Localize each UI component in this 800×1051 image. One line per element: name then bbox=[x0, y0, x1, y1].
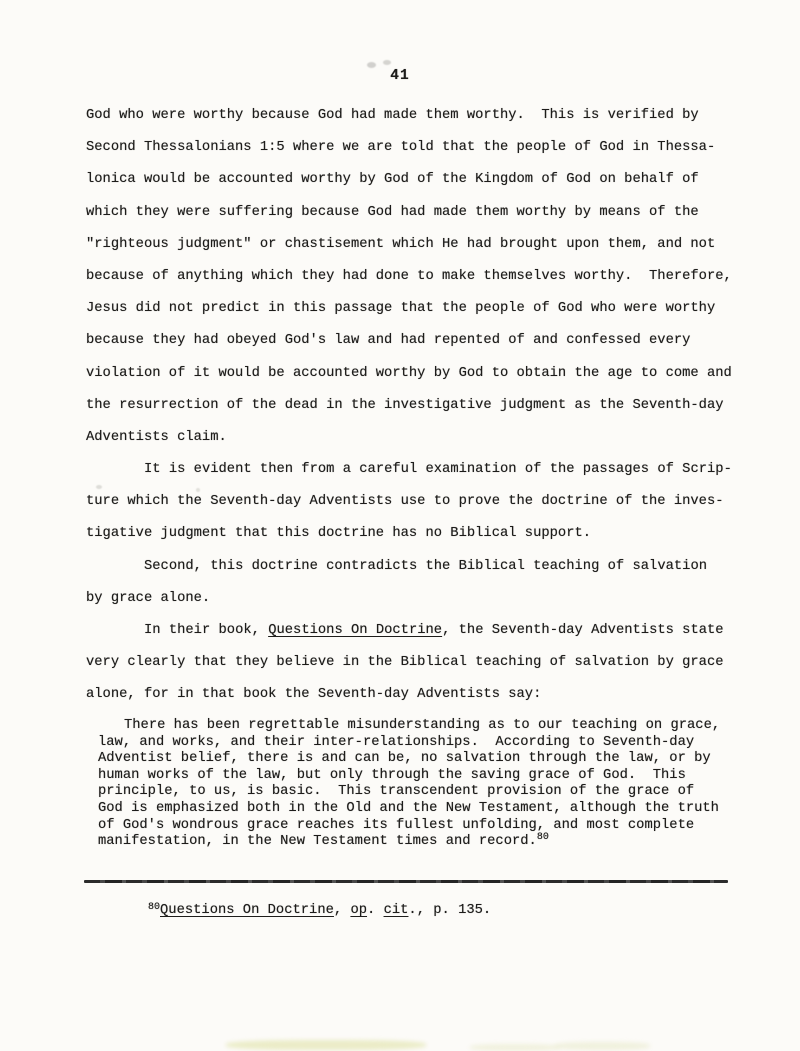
text-segment: Second, this doctrine contradicts the Biblical teaching of salvation bbox=[144, 558, 708, 574]
text-segment: In their book, bbox=[144, 623, 269, 638]
text-line bbox=[86, 583, 746, 615]
text-line bbox=[86, 325, 746, 357]
text-line bbox=[86, 390, 746, 422]
text-line bbox=[98, 784, 748, 801]
underlined-text: cit bbox=[383, 903, 409, 918]
underlined-text: Questions On Doctrine bbox=[160, 903, 334, 918]
text-segment: "righteous judgment" or chastisement which He had brought upon them, and not bbox=[86, 236, 716, 252]
text-line bbox=[86, 454, 746, 486]
text-segment: law, and works, and their inter-relationships. According to Seventh-day bbox=[98, 734, 695, 750]
text-line bbox=[86, 647, 746, 679]
text-segment: Jesus did not predict in this passage that the people of God who were worthy bbox=[86, 301, 716, 317]
superscript-ref: 80 bbox=[536, 832, 549, 844]
text-segment: lonica would be accounted worthy by God of the Kingdom of God on behalf of bbox=[86, 172, 699, 188]
text-segment: ture which the Seventh-day Adventists use to prove the doctrine of the inves- bbox=[86, 494, 724, 510]
text-segment: the resurrection of the dead in the investigative judgment as the Seventh-day bbox=[86, 397, 724, 413]
text-line bbox=[98, 801, 748, 818]
text-line bbox=[86, 422, 746, 454]
text-line bbox=[86, 132, 746, 164]
scan-speck bbox=[367, 62, 376, 68]
underlined-text: Questions On Doctrine bbox=[268, 623, 443, 638]
text-line bbox=[98, 768, 748, 785]
text-segment: It is evident then from a careful examination of the passages of Scrip- bbox=[144, 462, 732, 478]
text-line bbox=[98, 834, 748, 851]
text-segment: because of anything which they had done to make themselves worthy. Therefore, bbox=[86, 268, 732, 284]
text-segment: of God's wondrous grace reaches its fullest unfolding, and most complete bbox=[98, 817, 695, 833]
text-segment: tigative judgment that this doctrine has no Biblical support. bbox=[86, 526, 592, 542]
text-line bbox=[86, 615, 746, 647]
text-segment: human works of the law, but only through the saving grace of God. This bbox=[98, 767, 686, 783]
text-segment: God is emphasized both in the Old and the New Testament, although the truth bbox=[98, 800, 719, 816]
text-segment: principle, to us, is basic. This transcendent provision of the grace of bbox=[98, 784, 695, 800]
page-number: 41 bbox=[390, 68, 410, 84]
text-segment: by grace alone. bbox=[86, 590, 211, 606]
text-line bbox=[86, 197, 746, 229]
text-segment: violation of it would be accounted worthy by God to obtain the age to come and bbox=[86, 365, 732, 381]
body-text bbox=[86, 100, 746, 712]
text-line bbox=[86, 518, 746, 550]
text-segment: Second Thessalonians 1:5 where we are told that the people of God in Thessa- bbox=[86, 140, 716, 156]
text-segment: alone, for in that book the Seventh-day Adventists say: bbox=[86, 687, 542, 703]
text-segment: Adventists claim. bbox=[86, 429, 227, 445]
text-line bbox=[86, 486, 746, 518]
text-segment: Adventist belief, there is and can be, no salvation through the law, or by bbox=[98, 751, 711, 767]
text-line bbox=[98, 818, 748, 835]
underlined-text: op bbox=[350, 903, 368, 918]
superscript-ref: 80 bbox=[148, 902, 161, 913]
text-line bbox=[86, 293, 746, 325]
text-line bbox=[86, 551, 746, 583]
text-line bbox=[86, 679, 746, 711]
footnote bbox=[148, 903, 491, 918]
text-segment: because they had obeyed God's law and had repented of and confessed every bbox=[86, 333, 691, 349]
text-segment: very clearly that they believe in the Biblical teaching of salvation by grace bbox=[86, 655, 724, 671]
block-quote bbox=[98, 718, 748, 851]
scan-speck bbox=[383, 60, 391, 65]
scan-smudge bbox=[555, 1042, 650, 1050]
text-line bbox=[98, 735, 748, 752]
text-segment: ., p. 135. bbox=[408, 903, 492, 918]
footnote-separator bbox=[84, 880, 728, 883]
text-line bbox=[86, 100, 746, 132]
text-line bbox=[98, 718, 748, 735]
text-line bbox=[86, 229, 746, 261]
text-segment: , the Seventh-day Adventists state bbox=[442, 623, 724, 638]
text-segment: There has been regrettable misunderstanding as to our teaching on grace, bbox=[124, 718, 721, 733]
text-segment: which they were suffering because God had made them worthy by means of the bbox=[86, 204, 699, 220]
text-segment: manifestation, in the New Testament times and record. bbox=[98, 834, 537, 850]
scan-smudge bbox=[226, 1040, 426, 1050]
text-segment: . bbox=[367, 903, 384, 918]
text-line bbox=[86, 164, 746, 196]
text-line bbox=[86, 261, 746, 293]
text-line bbox=[98, 751, 748, 768]
text-segment: , bbox=[333, 903, 351, 918]
text-segment: God who were worthy because God had made them worthy. This is verified by bbox=[86, 108, 699, 123]
text-line bbox=[86, 358, 746, 390]
